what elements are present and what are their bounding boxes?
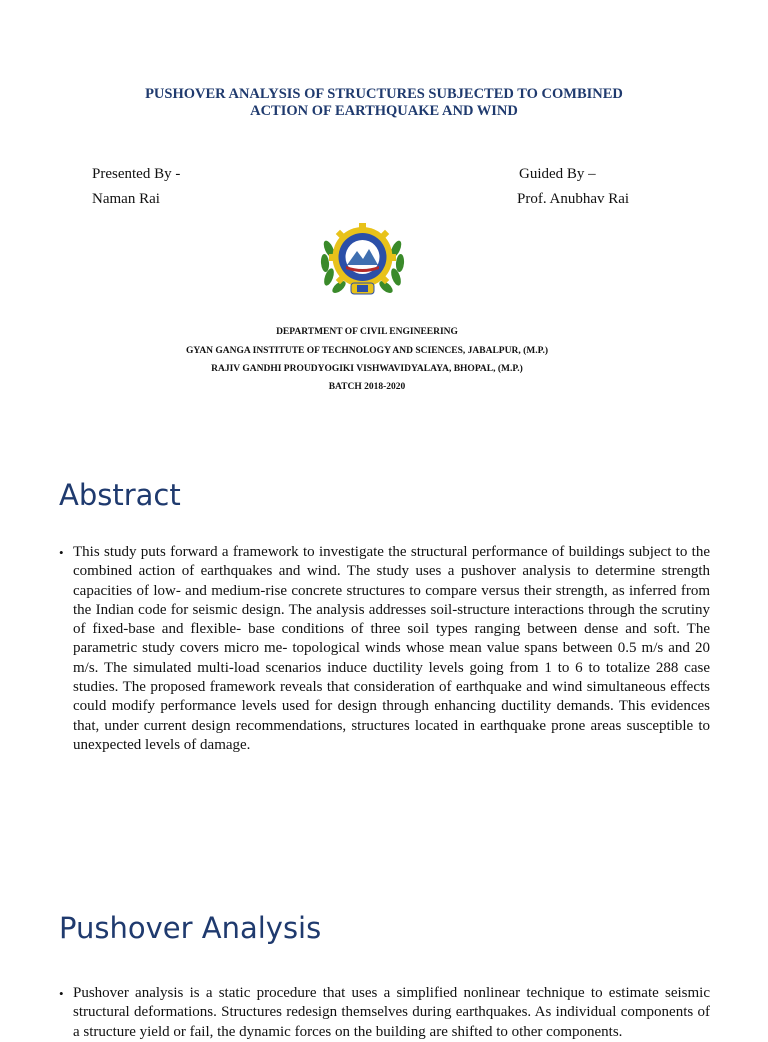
abstract-paragraph: This study puts forward a framework to investigate the structural performance of buildings subject to the combined action of earthquakes and wind. The study uses a pushover analysis to determine strength capacities of low- and medium-rise concrete structures to compare versus their strength, as inferred from the Indian code for seismic design. The analysis addresses soil-structure interactions through the scrutiny of fixed-base and flexible- base conditions of three soil types ranging between dense and soft. The parametric study covers micro me- topological winds whose mean value spans between 0.5 m/s and 20 m/s. The simulated multi-load scenarios induce ductility levels going from 1 to 6 to totalize 288 case studies. The proposed framework reveals that consideration of earthquake and wind simultaneous effects could modify performance levels used for design through enhancing ductility demands. This evidences that, under current design recommendations, structures located in earthquake prone areas susceptible to unexpected levels of damage.	[73, 544, 710, 753]
department-line: DEPARTMENT OF CIVIL ENGINEERING	[276, 327, 458, 337]
institute-emblem-icon	[315, 219, 410, 299]
pushover-heading: Pushover Analysis	[59, 911, 322, 945]
pushover-bullet: •	[59, 986, 64, 1001]
guide-name: Prof. Anubhav Rai	[517, 191, 630, 207]
guided-by-label: Guided By –	[519, 166, 596, 182]
presenter-name: Naman Rai	[92, 191, 160, 207]
institute-line: GYAN GANGA INSTITUTE OF TECHNOLOGY AND SCIENCES, JABALPUR, (M.P.)	[185, 346, 549, 356]
pushover-paragraph: Pushover analysis is a static procedure that uses a simplified nonlinear technique to estimate seismic structural deformations. Structures redesign themselves during earthquakes. As individual components of a structure yield or fail, the dynamic forces on the building are shifted to other components.	[73, 985, 710, 1040]
university-line: RAJIV GANDHI PROUDYOGIKI VISHWAVIDYALAYA, BHOPAL, (M.P.)	[211, 364, 523, 374]
batch-line: BATCH 2018-2020	[328, 382, 406, 392]
presented-by-label: Presented By -	[92, 166, 181, 182]
document-title-line-2: ACTION OF EARTHQUAKE AND WIND	[250, 103, 518, 119]
abstract-heading: Abstract	[59, 478, 181, 512]
document-title-line-1: PUSHOVER ANALYSIS OF STRUCTURES SUBJECTED TO COMBINED	[145, 86, 623, 102]
abstract-bullet: •	[59, 545, 64, 560]
